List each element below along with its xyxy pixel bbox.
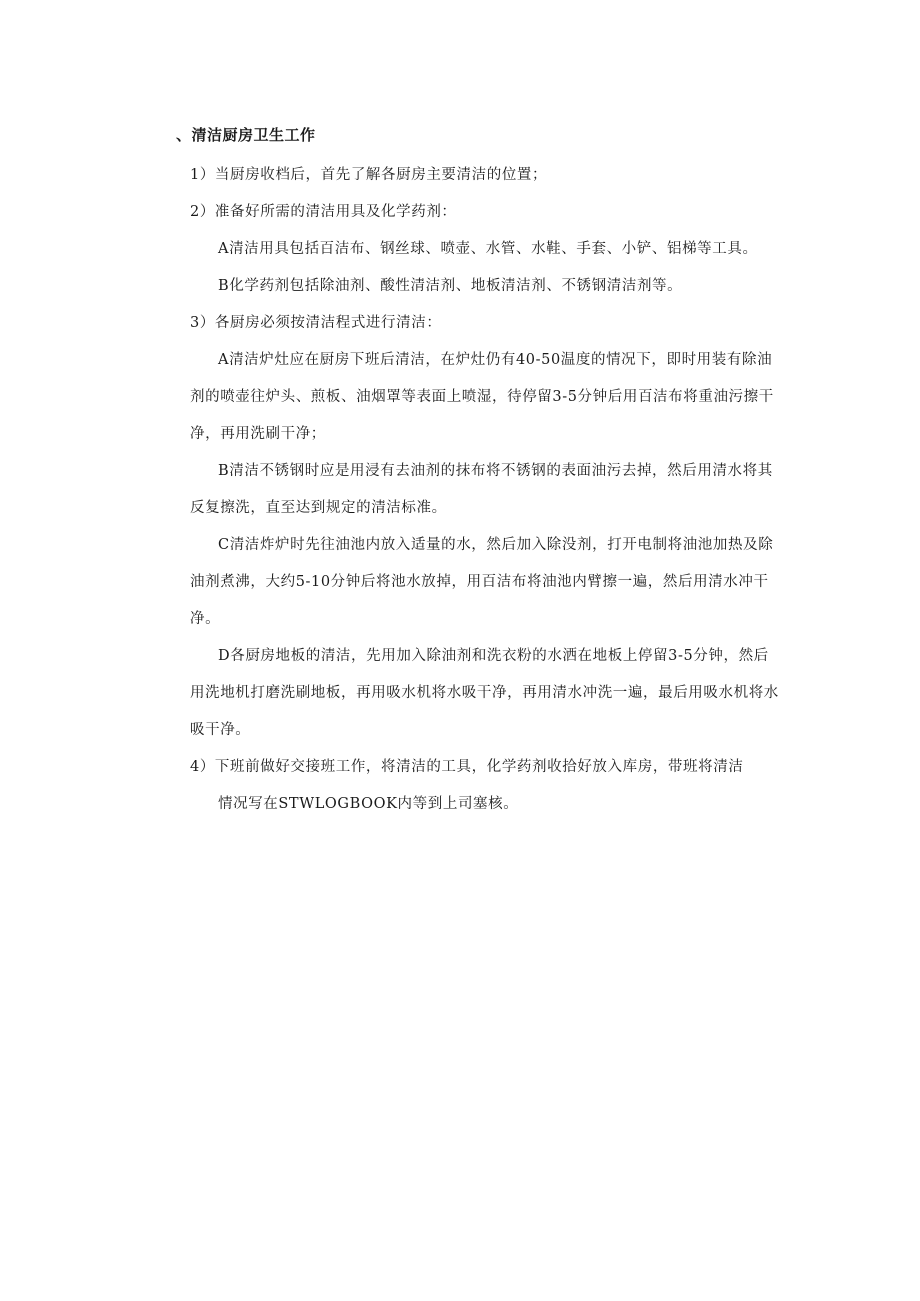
step-c-line-3: 净。 xyxy=(190,611,221,627)
item-4: 4）下班前做好交接班工作，将清洁的工具，化学药剂收拾好放入库房，带班将清洁 xyxy=(190,759,744,775)
item-4-continuation: 情况写在STWLOGBOOK内等到上司塞核。 xyxy=(218,796,519,812)
item-3: 3）各厨房必须按清洁程式进行清洁： xyxy=(190,315,442,331)
step-c-line-1: C清洁炸炉时先往油池内放入适量的水，然后加入除没剂，打开电制将油池加热及除 xyxy=(218,537,774,553)
prep-a: A清洁用具包括百洁布、钢丝球、喷壶、水管、水鞋、手套、小铲、铝梯等工具。 xyxy=(218,241,758,257)
prep-b: B化学药剂包括除油剂、酸性清洁剂、地板清洁剂、不锈钢清洁剂等。 xyxy=(218,278,683,294)
section-title: 、清洁厨房卫生工作 xyxy=(176,126,316,144)
step-d-line-1: D各厨房地板的清洁，先用加入除油剂和洗衣粉的水洒在地板上停留3-5分钟，然后 xyxy=(218,648,769,664)
step-d-line-3: 吸干净。 xyxy=(190,722,251,738)
step-d-line-2: 用洗地机打磨洗刷地板，再用吸水机将水吸干净，再用清水冲洗一遍，最后用吸水机将水 xyxy=(190,685,779,701)
item-1: 1）当厨房收档后，首先了解各厨房主要清洁的位置； xyxy=(190,167,548,183)
step-c-line-2: 油剂煮沸，大约5-10分钟后将池水放掉，用百洁布将油池内臂擦一遍，然后用清水冲干 xyxy=(190,574,769,590)
step-b-line-1: B清洁不锈钢时应是用浸有去油剂的抹布将不锈钢的表面油污去掉，然后用清水将其 xyxy=(218,463,773,479)
item-2: 2）准备好所需的清洁用具及化学药剂： xyxy=(190,204,457,220)
step-b-line-2: 反复擦洗，直至达到规定的清洁标准。 xyxy=(190,500,447,516)
step-a-line-3: 净，再用洗刷干净； xyxy=(190,426,326,442)
step-a-line-2: 剂的喷壶往炉头、煎板、油烟罩等表面上喷湿，待停留3-5分钟后用百洁布将重油污擦干 xyxy=(190,389,774,405)
step-a-line-1: A清洁炉灶应在厨房下班后清洁，在炉灶仍有40-50温度的情况下，即时用装有除油 xyxy=(218,352,773,368)
